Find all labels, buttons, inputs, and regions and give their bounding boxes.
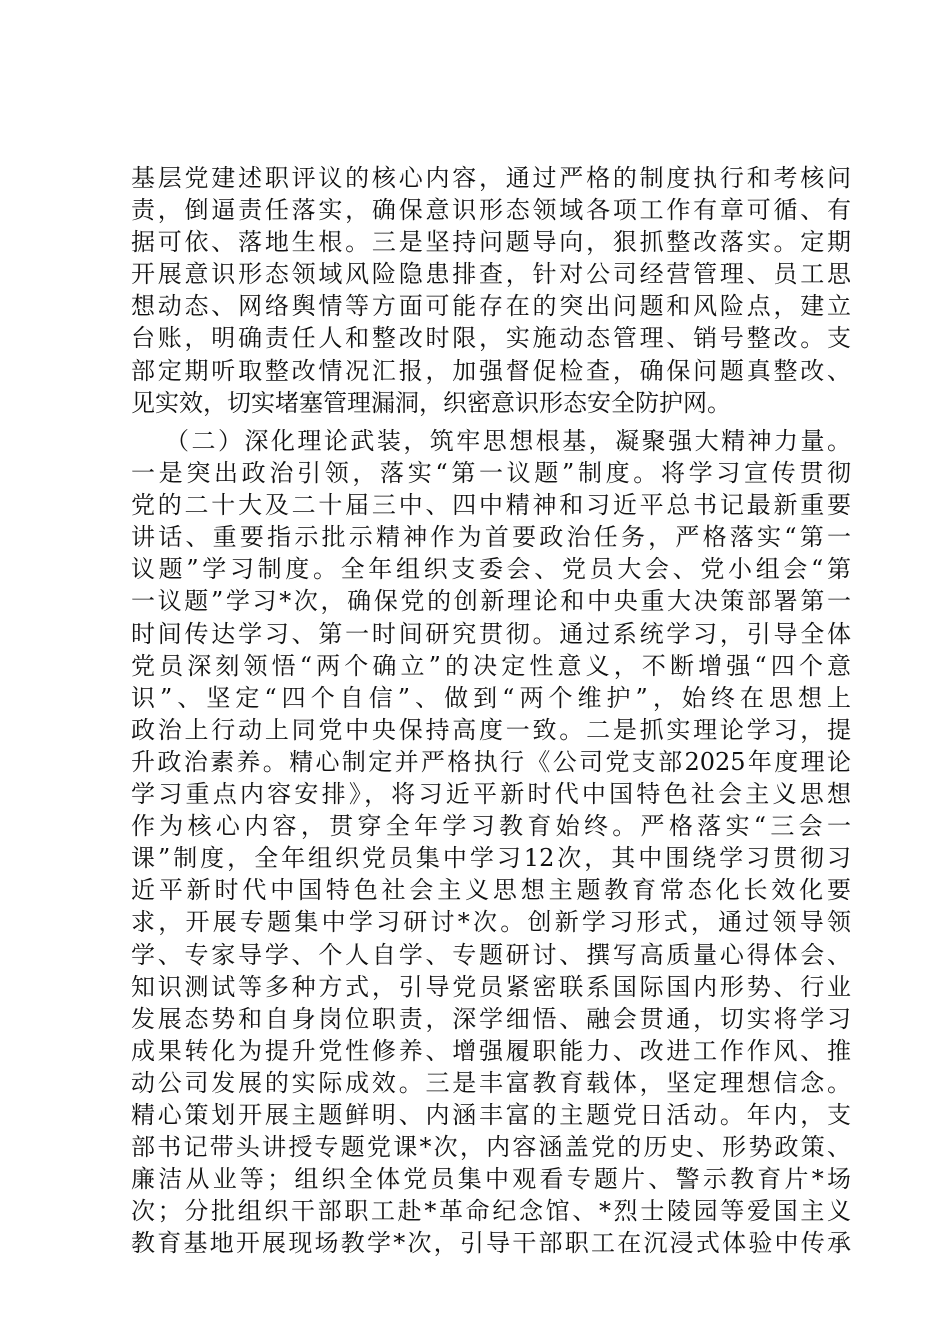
paragraph-2-line: 党员深刻领悟“两个确立”的决定性意义，不断增强“四个意 xyxy=(131,651,851,680)
paragraph-2-line: 求，开展专题集中学习研讨*次。创新学习形式，通过领导领 xyxy=(131,908,851,937)
paragraph-2-line: 部书记带头讲授专题党课*次，内容涵盖党的历史、形势政策、 xyxy=(131,1133,851,1162)
paragraph-2-line: 次；分批组织干部职工赴*革命纪念馆、*烈士陵园等爱国主义 xyxy=(131,1197,851,1226)
paragraph-2-line: 时间传达学习、第一时间研究贯彻。通过系统学习，引导全体 xyxy=(131,619,851,648)
paragraph-2-line: 近平新时代中国特色社会主义思想主题教育常态化长效化要 xyxy=(131,876,851,905)
paragraph-2-line: 教育基地开展现场教学*次，引导干部职工在沉浸式体验中传承 xyxy=(131,1229,851,1258)
paragraph-2-line: 升政治素养。精心制定并严格执行《公司党支部2025年度理论 xyxy=(131,747,851,776)
paragraph-1-line: 台账，明确责任人和整改时限，实施动态管理、销号整改。支 xyxy=(131,324,851,353)
paragraph-2-line: 识”、坚定“四个自信”、做到“两个维护”，始终在思想上 xyxy=(131,683,851,712)
paragraph-2-line: 精心策划开展主题鲜明、内涵丰富的主题党日活动。年内，支 xyxy=(131,1100,851,1129)
paragraph-1-line: 开展意识形态领域风险隐患排查，针对公司经营管理、员工思 xyxy=(131,260,851,289)
paragraph-2-line: 一是突出政治引领，落实“第一议题”制度。将学习宣传贯彻 xyxy=(131,459,851,488)
paragraph-2-line: （二）深化理论武装，筑牢思想根基，凝聚强大精神力量。 xyxy=(165,427,851,455)
paragraph-1-line: 据可依、落地生根。三是坚持问题导向，狠抓整改落实。定期 xyxy=(131,228,851,257)
paragraph-2-line: 学、专家导学、个人自学、专题研讨、撰写高质量心得体会、 xyxy=(131,940,851,969)
paragraph-1-line: 基层党建述职评议的核心内容，通过严格的制度执行和考核问 xyxy=(131,164,851,192)
paragraph-2-line: 发展态势和自身岗位职责，深学细悟、融会贯通，切实将学习 xyxy=(131,1004,851,1033)
paragraph-2-line: 成果转化为提升党性修养、增强履职能力、改进工作作风、推 xyxy=(131,1036,851,1065)
paragraph-2-line: 政治上行动上同党中央保持高度一致。二是抓实理论学习，提 xyxy=(131,715,851,744)
paragraph-2-line: 讲话、重要指示批示精神作为首要政治任务，严格落实“第一 xyxy=(131,523,851,552)
paragraph-2-line: 动公司发展的实际成效。三是丰富教育载体，坚定理想信念。 xyxy=(131,1068,851,1097)
paragraph-2-line: 一议题”学习*次，确保党的创新理论和中央重大决策部署第一 xyxy=(131,587,851,616)
paragraph-1-line: 责，倒逼责任落实，确保意识形态领域各项工作有章可循、有 xyxy=(131,196,851,225)
paragraph-2-line: 学习重点内容安排》，将习近平新时代中国特色社会主义思想 xyxy=(131,780,851,809)
paragraph-2-line: 作为核心内容，贯穿全年学习教育始终。严格落实“三会一 xyxy=(131,812,851,841)
paragraph-2-line: 课”制度，全年组织党员集中学习12次，其中围绕学习贯彻习 xyxy=(131,844,851,873)
paragraph-2-line: 议题”学习制度。全年组织支委会、党员大会、党小组会“第 xyxy=(131,555,851,584)
paragraph-2-line: 廉洁从业等；组织全体党员集中观看专题片、警示教育片*场 xyxy=(131,1165,851,1194)
paragraph-1-line: 见实效，切实堵塞管理漏洞，织密意识形态安全防护网。 xyxy=(131,388,731,417)
paragraph-2-line: 党的二十大及二十届三中、四中精神和习近平总书记最新重要 xyxy=(131,491,851,520)
paragraph-1-line: 部定期听取整改情况汇报，加强督促检查，确保问题真整改、 xyxy=(131,356,851,385)
paragraph-1 xyxy=(131,162,851,419)
paragraph-1-line: 想动态、网络舆情等方面可能存在的突出问题和风险点，建立 xyxy=(131,292,851,321)
paragraph-2-line: 知识测试等多种方式，引导党员紧密联系国际国内形势、行业 xyxy=(131,972,851,1001)
paragraph-2 xyxy=(131,425,851,1259)
